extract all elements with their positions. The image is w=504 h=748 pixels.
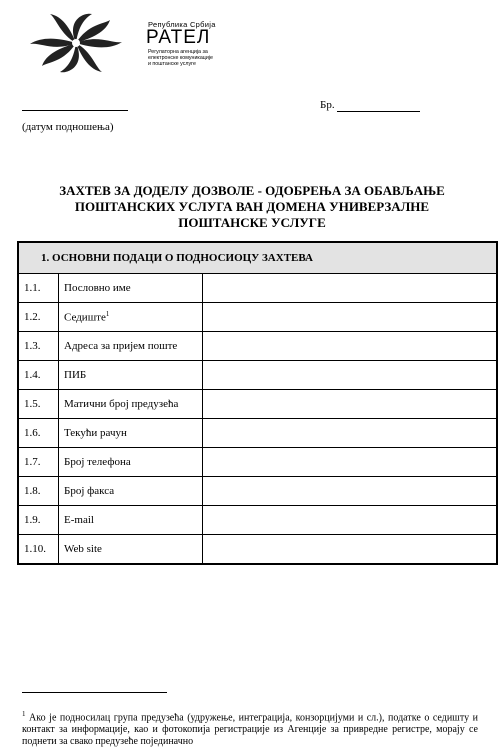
- section-heading: 1. ОСНОВНИ ПОДАЦИ О ПОДНОСИОЦУ ЗАХТЕВА: [18, 242, 497, 274]
- row-label: ПИБ: [59, 361, 203, 390]
- logo-subtitle: Регулаторна агенција за електронске комуникације и поштанске услуге: [148, 49, 213, 68]
- table-row: [18, 390, 497, 419]
- row-value-field[interactable]: [203, 506, 498, 535]
- applicant-data-table: [17, 241, 498, 565]
- row-label: Текући рачун: [59, 419, 203, 448]
- ratel-logo: [26, 6, 216, 80]
- logo-country: Република Србија: [148, 20, 216, 29]
- row-number: 1.2.: [18, 303, 59, 332]
- ratel-star-icon: [26, 10, 126, 76]
- table-row: [18, 419, 497, 448]
- section-heading-row: [18, 242, 497, 274]
- row-value-field[interactable]: [203, 477, 498, 506]
- footnote-ref: 1: [105, 310, 110, 319]
- row-number: 1.8.: [18, 477, 59, 506]
- row-label: Број факса: [59, 477, 203, 506]
- table-row: [18, 332, 497, 361]
- date-field-line[interactable]: [22, 110, 128, 111]
- document-title: ЗАХТЕВ ЗА ДОДЕЛУ ДОЗВОЛЕ - ОДОБРЕЊА ЗА ОБАВЉАЊЕ ПОШТАНСКИХ УСЛУГА ВАН ДОМЕНА УНИВЕРЗАЛНЕ ПОШТАНСКЕ УСЛУГЕ: [59, 183, 445, 230]
- row-value-field[interactable]: [203, 303, 498, 332]
- row-value-field[interactable]: [203, 332, 498, 361]
- footnote: [22, 708, 478, 748]
- row-value-field[interactable]: [203, 361, 498, 390]
- row-label: Адреса за пријем поште: [59, 332, 203, 361]
- number-label: Бр.: [320, 99, 335, 111]
- row-number: 1.3.: [18, 332, 59, 361]
- logo-name: РАТЕЛ: [146, 27, 211, 48]
- number-field-line[interactable]: [337, 111, 420, 112]
- row-value-field[interactable]: [203, 274, 498, 303]
- row-label: Матични број предузећа: [59, 390, 203, 419]
- row-label: Број телефона: [59, 448, 203, 477]
- table-row: [18, 448, 497, 477]
- row-value-field[interactable]: [203, 390, 498, 419]
- row-number: 1.5.: [18, 390, 59, 419]
- table-row: [18, 274, 497, 303]
- row-number: 1.9.: [18, 506, 59, 535]
- row-number: 1.7.: [18, 448, 59, 477]
- date-label: (датум подношења): [22, 121, 114, 133]
- footnote-marker: 1: [22, 710, 26, 718]
- row-number: 1.10.: [18, 535, 59, 565]
- row-number: 1.1.: [18, 274, 59, 303]
- row-label: Пословно име: [59, 274, 203, 303]
- row-value-field[interactable]: [203, 535, 498, 565]
- row-value-field[interactable]: [203, 419, 498, 448]
- table-row: [18, 361, 497, 390]
- table-row: [18, 535, 497, 565]
- footnote-separator: [22, 692, 167, 693]
- row-number: 1.4.: [18, 361, 59, 390]
- table-row: [18, 303, 497, 332]
- row-value-field[interactable]: [203, 448, 498, 477]
- table-row: [18, 477, 497, 506]
- table-row: [18, 506, 497, 535]
- row-label: Седиште$^1$: [59, 303, 203, 332]
- row-number: 1.6.: [18, 419, 59, 448]
- row-label: Web site: [59, 535, 203, 565]
- footnote-text: Ако је подносилац група предузећа (удружење, интеграција, конзорцијуми и сл.), податке о седишту и контакт за информације, као и фотокопија регистрације из Агенције за привредне регистре, морају се поднети за свако предузеће појединачно: [22, 712, 479, 748]
- row-label: E-mail: [59, 506, 203, 535]
